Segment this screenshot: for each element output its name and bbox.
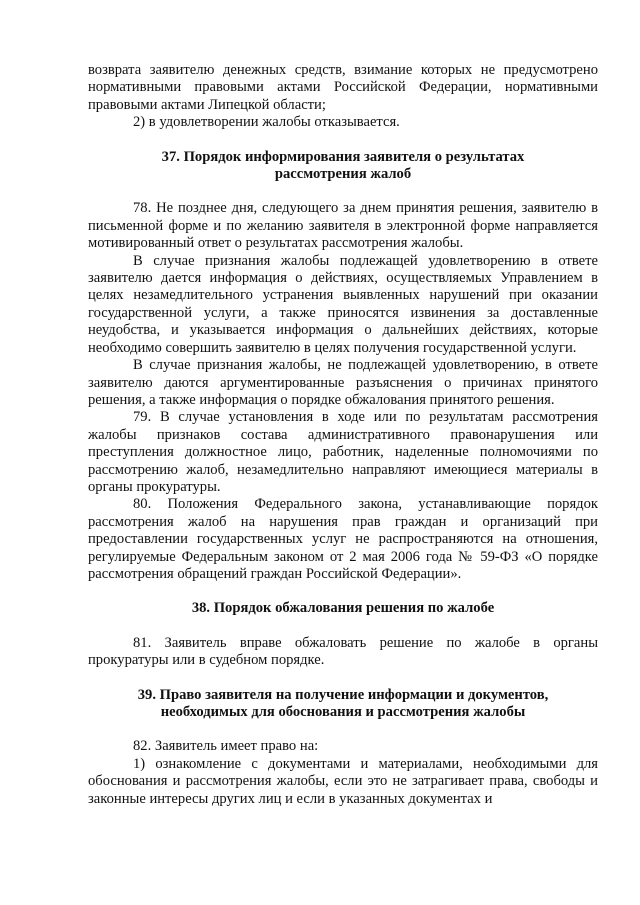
paragraph-82: 82. Заявитель имеет право на: [133,738,319,755]
paragraph-79: 79. В случае установления в ходе или по результатам рассмотрения жалобы признаков состава административного правонарушения или преступления должностное лицо, работник, наделенные полномочиями по рассмотрению жалоб, незамедлительно направляют имеющиеся материалы в органы прокуратуры. [88,409,598,495]
paragraph-continuation: возврата заявителю денежных средств, взимание которых не предусмотрено нормативными правовыми актами Российской Федерации, нормативными правовыми актами Липецкой области; [88,62,598,113]
paragraph-item-2: 2) в удовлетворении жалобы отказывается. [133,114,400,131]
paragraph-82-item-1: 1) ознакомление с документами и материалами, необходимыми для обоснования и рассмотрения жалобы, если это не затрагивает права, свободы и законные интересы других лиц и если в указанных документах и [88,755,598,807]
section-37-heading: 37. Порядок информирования заявителя о результатах рассмотрения жалоб [161,148,525,183]
paragraph-80: 80. Положения Федерального закона, устанавливающие порядок рассмотрения жалоб на нарушения прав граждан и организаций при предоставлении государственных услуг не распространяются на отношения, регулируемые Федеральным законом от 2 мая 2006 года № 59-ФЗ «О порядке рассмотрения обращений граждан Российской Федерации». [88,496,598,582]
paragraph-78-positive: В случае признания жалобы подлежащей удовлетворению в ответе заявителю дается информация о действиях, осуществляемых Управлением в целях незамедлительного устранения выявленных нарушений при оказании государственной услуги, а также приносятся извинения за доставленные неудобства, и указывается информация о дальнейших действиях, которые необходимо совершить заявителю в целях получения государственной услуги. [88,252,598,356]
paragraph-81: 81. Заявитель вправе обжаловать решение по жалобе в органы прокуратуры или в судебном порядке. [88,634,598,669]
document-page [88,62,598,808]
paragraph-78-negative: В случае признания жалобы, не подлежащей удовлетворению, в ответе заявителю даются аргументированные разъяснения о причинах принятого решения, а также информация о порядке обжалования принятого решения. [88,357,598,408]
section-39-heading: 39. Право заявителя на получение информации и документов, необходимых для обоснования и рассмотрения жалобы [137,686,549,720]
section-38-heading: 38. Порядок обжалования решения по жалобе [191,600,495,617]
paragraph-78: 78. Не позднее дня, следующего за днем принятия решения, заявителю в письменной форме и по желанию заявителя в электронной форме направляется мотивированный ответ о результатах рассмотрения жалобы. [88,200,598,252]
